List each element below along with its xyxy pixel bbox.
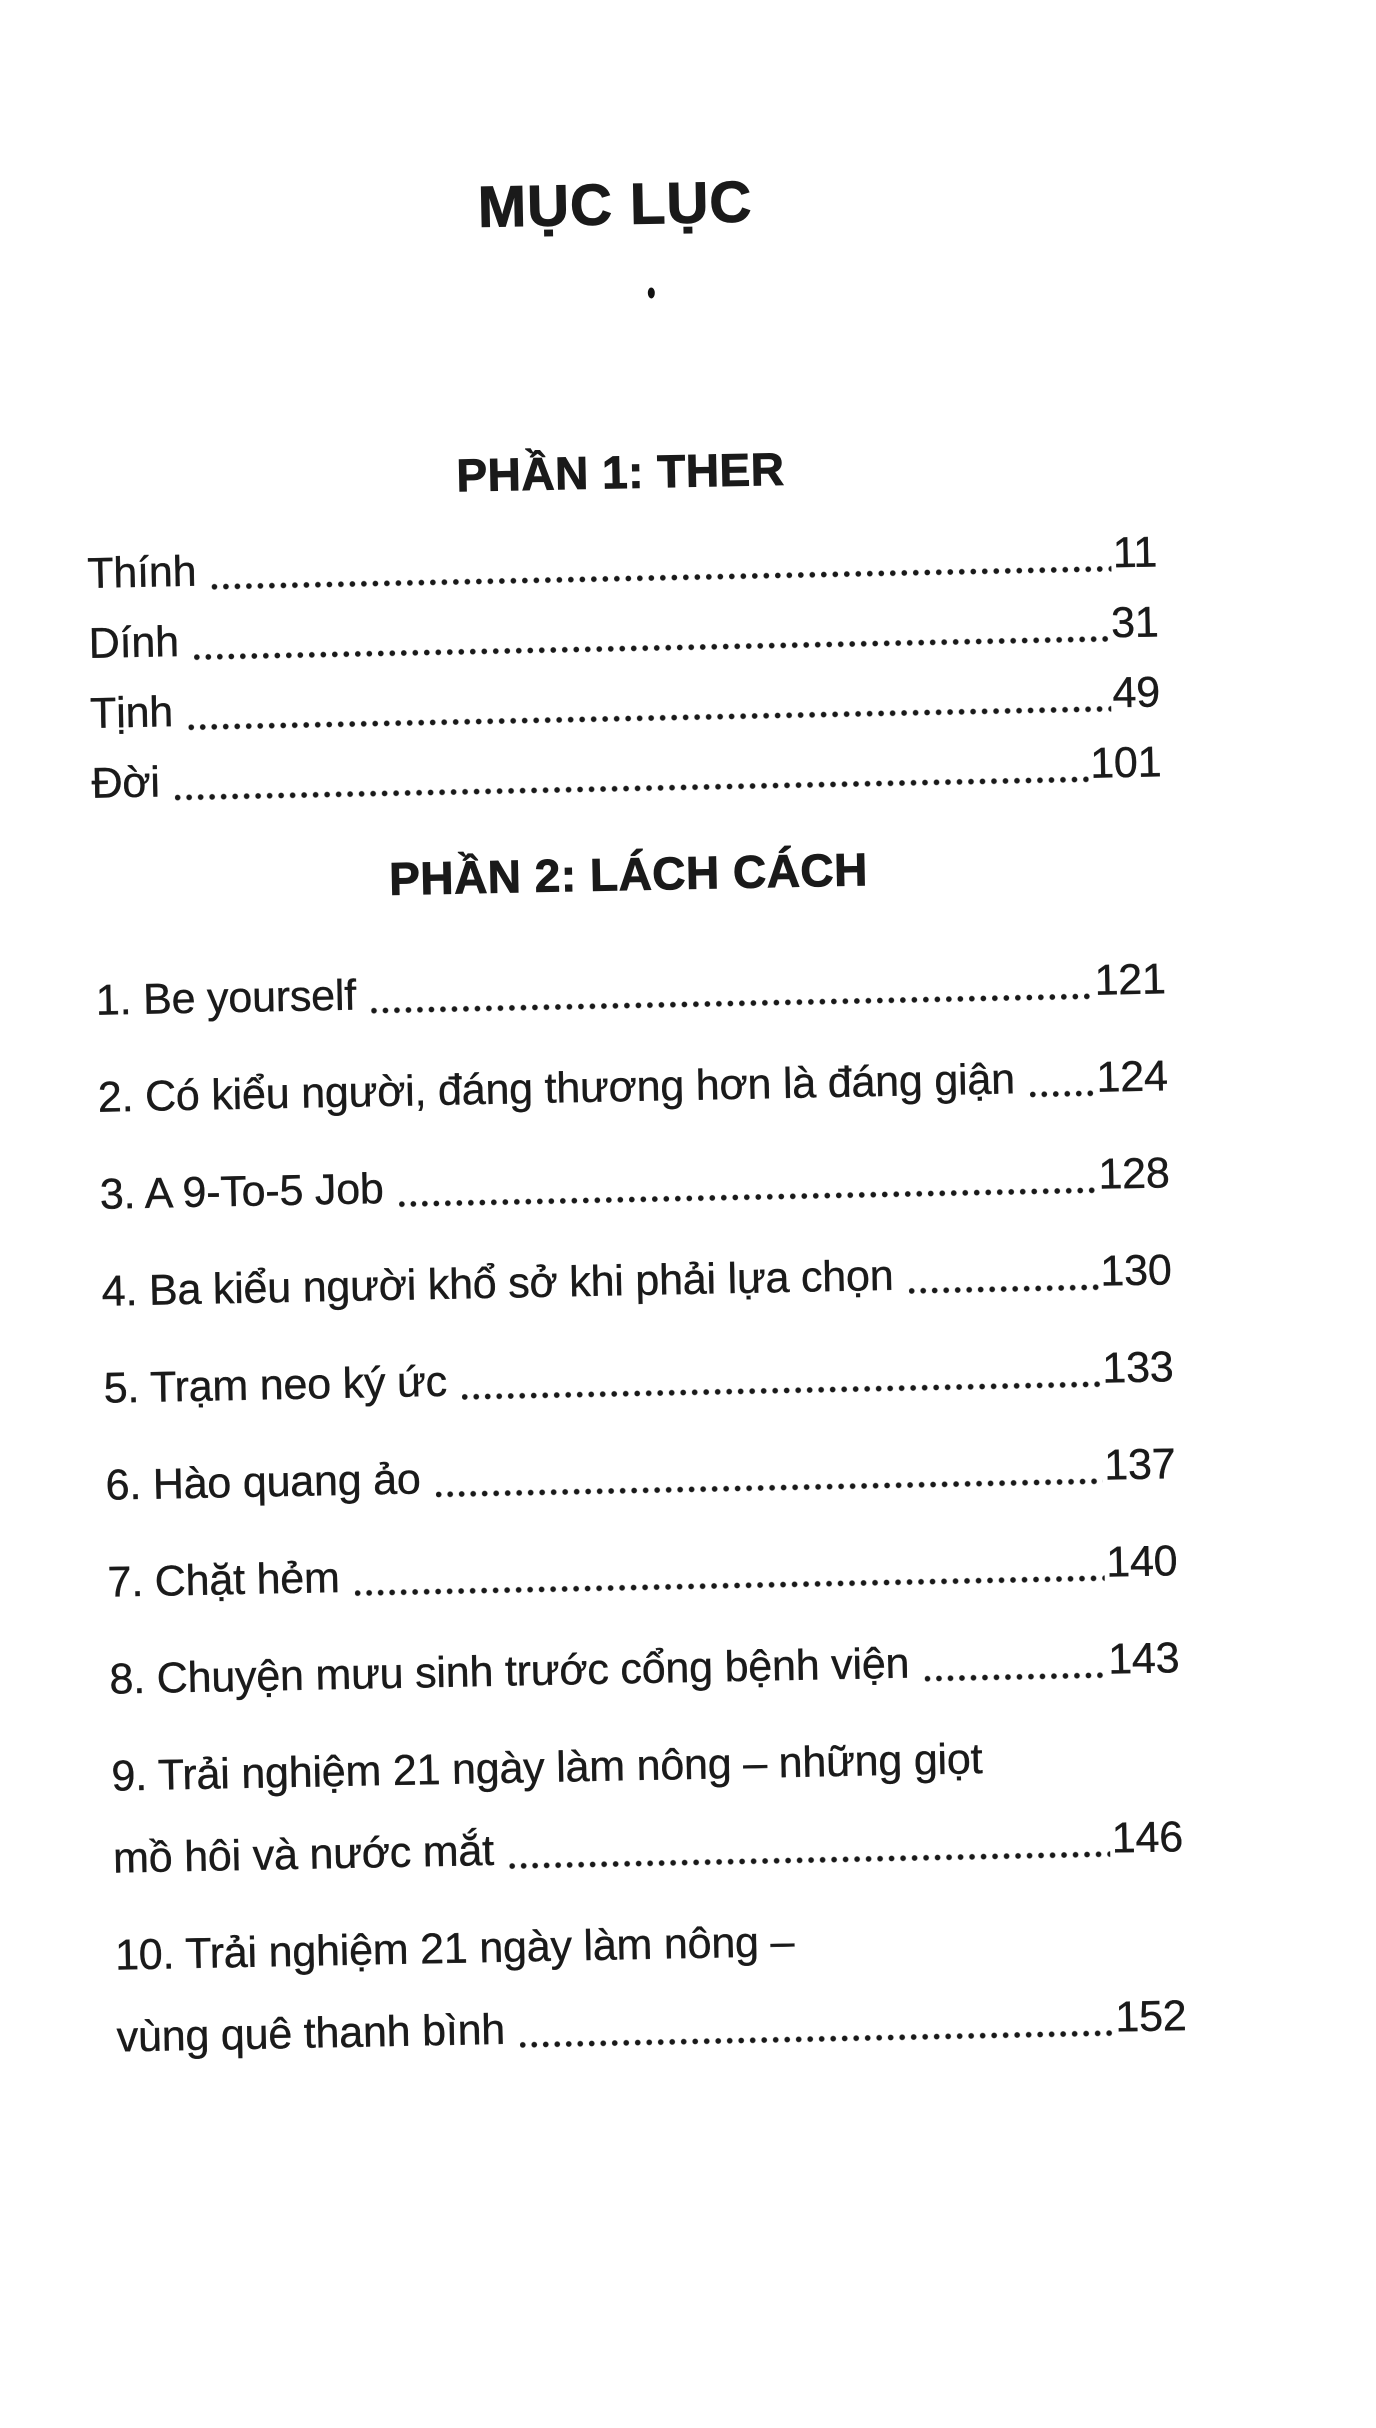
title-separator-dot bbox=[647, 287, 654, 298]
page-number: 128 bbox=[1097, 1149, 1171, 1199]
toc-entry-title: Dính bbox=[88, 618, 180, 668]
toc-entry bbox=[88, 596, 1159, 669]
toc-entry-title: 6. Hào quang ảo bbox=[105, 1455, 422, 1510]
page-number: 146 bbox=[1111, 1813, 1184, 1863]
dotted-leader bbox=[212, 565, 1112, 590]
toc-entry bbox=[99, 1147, 1170, 1220]
dotted-leader bbox=[175, 776, 1089, 801]
toc-entry bbox=[115, 1908, 1187, 2063]
toc-entry bbox=[91, 736, 1162, 809]
toc-entry-title: Tịnh bbox=[89, 688, 174, 738]
toc-entry bbox=[105, 1438, 1176, 1511]
toc-entry bbox=[90, 666, 1161, 739]
dotted-leader bbox=[188, 705, 1111, 731]
toc-entry bbox=[109, 1632, 1180, 1705]
dotted-leader bbox=[509, 1851, 1110, 1870]
dotted-leader bbox=[436, 1478, 1103, 1498]
toc-entry bbox=[111, 1729, 1183, 1884]
part2-heading: PHẦN 2: LÁCH CÁCH bbox=[388, 843, 869, 905]
page-number: 143 bbox=[1107, 1634, 1180, 1684]
page-number: 31 bbox=[1110, 598, 1160, 648]
toc-entry bbox=[97, 1050, 1168, 1123]
page-number: 152 bbox=[1114, 1992, 1187, 2042]
toc-entry bbox=[103, 1341, 1174, 1414]
dotted-leader bbox=[924, 1672, 1106, 1683]
toc-entry-title-line2: vùng quê thanh bình 152 bbox=[116, 1992, 1187, 2062]
dotted-leader bbox=[371, 993, 1093, 1014]
page-number: 140 bbox=[1105, 1537, 1178, 1587]
toc-entry bbox=[101, 1244, 1172, 1317]
part2-entries bbox=[95, 953, 1187, 2063]
page-number: 11 bbox=[1112, 528, 1158, 578]
dotted-leader bbox=[462, 1381, 1101, 1401]
dotted-leader bbox=[355, 1575, 1105, 1597]
toc-entry-title-line2: mồ hôi và nước mắt 146 bbox=[112, 1813, 1184, 1883]
toc-entry bbox=[95, 953, 1166, 1026]
toc-entry bbox=[87, 526, 1158, 599]
toc-entry-title: 1. Be yourself bbox=[95, 971, 357, 1025]
toc-entry-title-line1: 10. Trải nghiệm 21 ngày làm nông – bbox=[114, 1917, 795, 1980]
toc-entry-title: 5. Trạm neo ký ức bbox=[103, 1357, 448, 1413]
page-number: 130 bbox=[1099, 1246, 1173, 1296]
page-number: 124 bbox=[1096, 1052, 1169, 1102]
dotted-leader bbox=[399, 1187, 1097, 1208]
page-number: 49 bbox=[1112, 668, 1161, 718]
part1-entries bbox=[87, 526, 1162, 809]
dotted-leader bbox=[1030, 1090, 1095, 1098]
toc-entry-title: 4. Ba kiểu người khổ sở khi phải lựa chọn bbox=[101, 1251, 894, 1316]
page-number: 133 bbox=[1101, 1343, 1174, 1393]
dotted-leader bbox=[520, 2030, 1114, 2049]
part1-heading: PHẦN 1: THER bbox=[455, 442, 785, 502]
toc-entry-title-line1: 9. Trải nghiệm 21 ngày làm nông – những giọt bbox=[110, 1735, 983, 1801]
toc-entry-title: Thính bbox=[86, 547, 197, 598]
toc-entry-title: 8. Chuyện mưu sinh trước cổng bệnh viện bbox=[109, 1639, 910, 1704]
toc-entry bbox=[107, 1535, 1178, 1608]
dotted-leader bbox=[194, 635, 1109, 660]
toc-entry-title: Đời bbox=[91, 758, 161, 808]
page-number: 121 bbox=[1094, 955, 1167, 1005]
page-content bbox=[76, 0, 1188, 2109]
toc-entry-title: 2. Có kiểu người, đáng thương hơn là đáng giận bbox=[97, 1055, 1016, 1122]
page-title: MỤC LỤC bbox=[477, 169, 753, 240]
dotted-leader bbox=[909, 1284, 1099, 1295]
page-number: 101 bbox=[1089, 738, 1162, 788]
toc-entry-title: 7. Chặt hẻm bbox=[107, 1553, 341, 1607]
toc-entry-title: 3. A 9-To-5 Job bbox=[99, 1165, 385, 1219]
page-number: 137 bbox=[1103, 1440, 1176, 1490]
